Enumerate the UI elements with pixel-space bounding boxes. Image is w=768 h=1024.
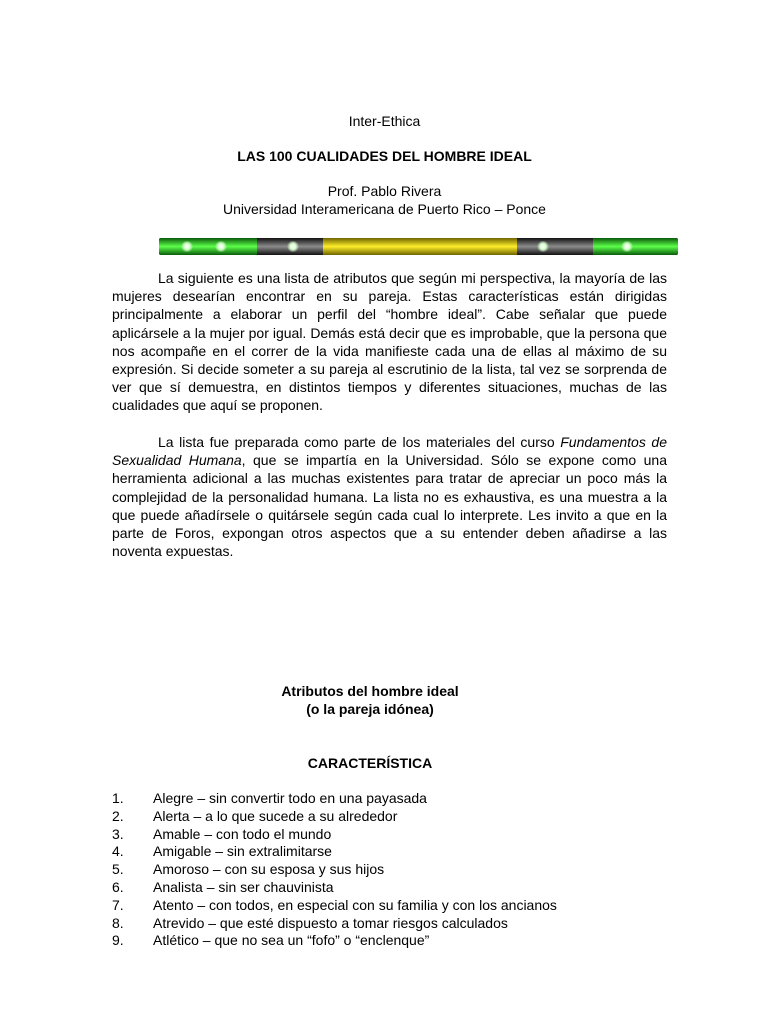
divider-sparkle <box>181 241 193 252</box>
divider-sparkle <box>537 241 549 252</box>
list-item-text: Amoroso – con su esposa y sus hijos <box>153 861 385 878</box>
list-item-number: 1. <box>112 790 124 806</box>
list-item-number: 3. <box>112 825 124 842</box>
list-item-text: Atlético – que no sea un “fofo” o “enclenque” <box>153 932 430 949</box>
list-item <box>112 860 557 878</box>
intro-paragraph-2 <box>112 433 667 560</box>
list-item <box>112 914 557 932</box>
list-item-number: 6. <box>112 878 124 895</box>
list-item-text: Amable – con todo el mundo <box>153 825 332 842</box>
list-item <box>112 931 557 949</box>
list-item-text: Atento – con todos, en especial con su familia y con los ancianos <box>153 896 557 913</box>
list-item-number: 5. <box>112 861 124 878</box>
course-name: Fundamentos de Sexualidad Humana <box>112 434 667 469</box>
attributes-list <box>112 789 557 949</box>
divider-gray-right <box>517 238 593 255</box>
list-item-number: 7. <box>112 896 124 913</box>
list-item-number: 9. <box>112 932 124 949</box>
list-item <box>112 896 557 914</box>
section-heading: Atributos del hombre ideal <box>281 683 459 699</box>
document-title: LAS 100 CUALIDADES DEL HOMBRE IDEAL <box>237 148 532 164</box>
list-column-heading: CARACTERÍSTICA <box>307 755 433 771</box>
section-subheading: (o la pareja idónea) <box>306 701 434 717</box>
list-item-text: Amigable – sin extralimitarse <box>153 843 332 860</box>
list-item <box>112 878 557 896</box>
divider-yellow-center <box>323 238 517 255</box>
divider-green-left <box>159 238 257 255</box>
list-item-text: Atrevido – que esté dispuesto a tomar riesgos calculados <box>153 914 508 931</box>
list-item <box>112 789 557 807</box>
list-item-number: 4. <box>112 843 124 860</box>
list-item-text: Analista – sin ser chauvinista <box>153 878 334 895</box>
intro-paragraph-1-text: La siguiente es una lista de atributos que según mi perspectiva, la mayoría de las mujeres desearían encontrar en su pareja. Estas características están dirigidas principalmente a elaborar un perfil del “hombre ideal”. Cabe señalar que puede aplicársele a la mujer por igual. Demás está decir que es improbable, que la persona que nos acompañe en el correr de la vida manifieste cada una de ellas al máximo de su expresión. Si decide someter a su pareja al escrutinio de la lista, tal vez se sorprenda de ver que sí demuestra, en distintos tiempos y diferentes situaciones, muchas de las cualidades que aquí se proponen. <box>112 270 667 414</box>
list-item <box>112 842 557 860</box>
list-item-number: 8. <box>112 914 124 931</box>
list-item <box>112 807 557 825</box>
list-item-number: 2. <box>112 807 124 824</box>
organization-name: Inter-Ethica <box>348 113 421 129</box>
divider-sparkle <box>621 241 633 252</box>
divider-green-right <box>593 238 678 255</box>
intro-paragraph-2-end: , que se impartía en la Universidad. Sólo se expone como una herramienta adicional a las muchas existentes para tratar de apreciar un poco más la complejidad de la personalidad humana. La lista no es exhaustiva, es una muestra a la que puede añadírsele o quitársele según cada cual lo interprete. Les invito a que en la parte de Foros, expongan otros aspectos que a su entender deben añadirse a las noventa expuestas. <box>112 452 667 560</box>
list-item-text: Alerta – a lo que sucede a su alrededor <box>153 807 398 824</box>
author-name: Prof. Pablo Rivera <box>327 183 442 199</box>
list-item-text: Alegre – sin convertir todo en una payasada <box>153 790 427 806</box>
decorative-divider-bar <box>159 238 678 255</box>
intro-paragraph-1 <box>112 269 667 415</box>
divider-sparkle <box>215 241 227 252</box>
divider-sparkle <box>287 241 299 252</box>
institution-name: Universidad Interamericana de Puerto Rico – Ponce <box>223 201 546 217</box>
intro-paragraph-2-start: La lista fue preparada como parte de los materiales del curso <box>158 434 561 450</box>
list-item <box>112 825 557 843</box>
